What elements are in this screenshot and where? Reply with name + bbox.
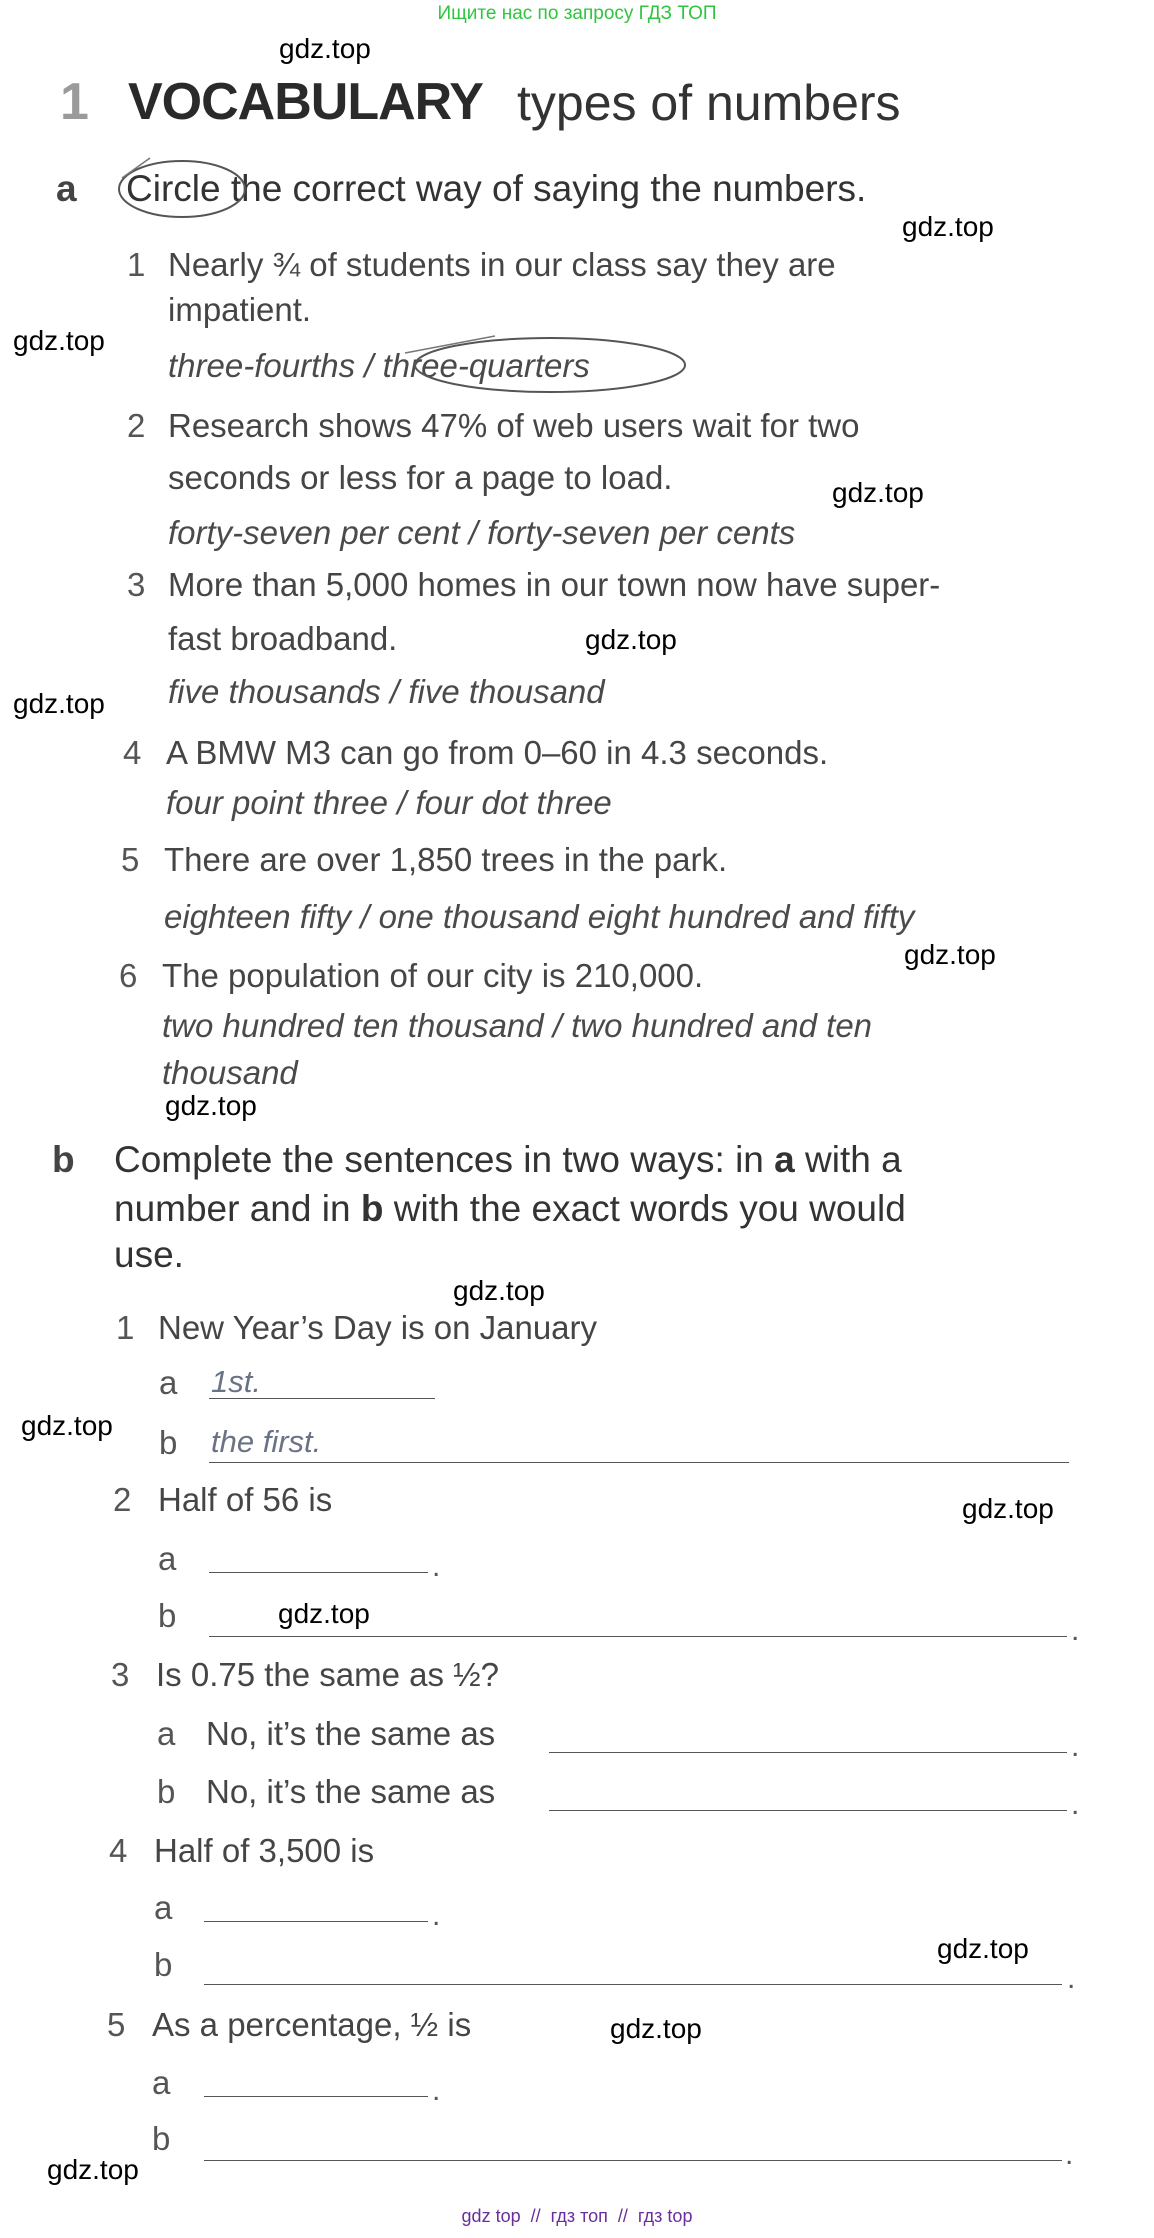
sub-label: b bbox=[158, 1597, 177, 1634]
period: . bbox=[1071, 1730, 1080, 1763]
period: . bbox=[432, 2074, 441, 2107]
period: . bbox=[432, 1899, 441, 1932]
period: . bbox=[1071, 1614, 1080, 1647]
item-number: 2 bbox=[113, 1481, 132, 1518]
item-number: 1 bbox=[127, 246, 146, 283]
option[interactable]: three-fourths / bbox=[168, 347, 374, 384]
watermark: gdz.top bbox=[610, 2013, 702, 2044]
instruction-text: number and in bbox=[114, 1188, 361, 1229]
answer-field[interactable] bbox=[204, 2096, 428, 2097]
answer-field[interactable] bbox=[204, 1984, 1062, 1985]
period: . bbox=[1067, 1962, 1076, 1995]
item-text: More than 5,000 homes in our town now have super- bbox=[168, 566, 941, 603]
watermark: gdz.top bbox=[279, 33, 371, 64]
item-text: New Year’s Day is on January bbox=[158, 1309, 598, 1346]
answer-field[interactable] bbox=[549, 1752, 1067, 1753]
answer-line bbox=[209, 1398, 435, 1399]
item-options[interactable]: five thousands / five thousand bbox=[168, 673, 605, 710]
item-text: There are over 1,850 trees in the park. bbox=[164, 841, 728, 878]
watermark: gdz.top bbox=[278, 1598, 370, 1629]
page-title: VOCABULARY bbox=[128, 73, 483, 131]
item-text: The population of our city is 210,000. bbox=[162, 957, 704, 994]
item-text: impatient. bbox=[168, 291, 312, 328]
answer-field[interactable] bbox=[204, 1921, 428, 1922]
watermark: gdz.top bbox=[165, 1090, 257, 1121]
period: . bbox=[1065, 2138, 1074, 2171]
section-instruction bbox=[114, 1190, 906, 1227]
section-instruction bbox=[114, 1141, 902, 1178]
period: . bbox=[1071, 1788, 1080, 1821]
sub-label: a bbox=[154, 1889, 173, 1926]
sub-label: a bbox=[152, 2064, 171, 2101]
watermark: gdz.top bbox=[937, 1933, 1029, 1964]
sub-label: b bbox=[154, 1946, 173, 1983]
answer-line bbox=[209, 1462, 1069, 1463]
answer-field[interactable] bbox=[209, 1572, 428, 1573]
footer-links[interactable]: gdz top // гдз топ // гдз top bbox=[461, 2206, 693, 2226]
instruction-text: Complete the sentences in two ways: in bbox=[114, 1139, 775, 1180]
item-number: 1 bbox=[116, 1309, 135, 1346]
sub-label: a bbox=[159, 1364, 178, 1401]
section-instruction: use. bbox=[114, 1234, 184, 1275]
section-letter: a bbox=[56, 168, 77, 209]
item-options[interactable]: four point three / four dot three bbox=[166, 784, 612, 821]
watermark: gdz.top bbox=[453, 1275, 545, 1306]
instruction-bold: a bbox=[774, 1139, 795, 1180]
watermark: gdz.top bbox=[13, 325, 105, 356]
sub-text: No, it’s the same as bbox=[206, 1773, 496, 1810]
watermark: gdz.top bbox=[902, 211, 994, 242]
search-banner[interactable]: Ищите нас по запросу ГДЗ ТОП bbox=[437, 3, 717, 24]
answer-field[interactable] bbox=[209, 1636, 1067, 1637]
watermark: gdz.top bbox=[962, 1493, 1054, 1524]
page-subtitle: types of numbers bbox=[517, 75, 901, 131]
sub-label: b bbox=[152, 2120, 171, 2157]
item-number: 4 bbox=[123, 734, 142, 771]
instruction-text: the correct way of saying the numbers. bbox=[230, 168, 867, 209]
section-instruction bbox=[126, 170, 866, 207]
circled-word: Circle bbox=[126, 168, 221, 209]
item-options[interactable]: eighteen fifty / one thousand eight hundred and fifty bbox=[164, 898, 915, 935]
sub-label: b bbox=[159, 1424, 178, 1461]
period: . bbox=[432, 1550, 441, 1583]
item-text: As a percentage, ½ is bbox=[152, 2006, 472, 2043]
item-text: Is 0.75 the same as ½? bbox=[156, 1656, 500, 1693]
answer-field[interactable] bbox=[204, 2160, 1062, 2161]
item-options[interactable]: two hundred ten thousand / two hundred and ten bbox=[162, 1007, 873, 1044]
item-number: 5 bbox=[107, 2006, 126, 2043]
item-number: 3 bbox=[111, 1656, 130, 1693]
item-options[interactable]: thousand bbox=[162, 1054, 298, 1091]
watermark: gdz.top bbox=[904, 939, 996, 970]
item-number: 5 bbox=[121, 841, 140, 878]
instruction-text: with the exact words you would bbox=[383, 1188, 906, 1229]
item-text: Research shows 47% of web users wait for two bbox=[168, 407, 860, 444]
item-text: Nearly ¾ of students in our class say they are bbox=[168, 246, 836, 283]
sub-label: a bbox=[158, 1540, 177, 1577]
item-text: fast broadband. bbox=[168, 620, 398, 657]
answer-field[interactable]: 1st. bbox=[211, 1364, 261, 1399]
watermark: gdz.top bbox=[47, 2154, 139, 2185]
item-number: 2 bbox=[127, 407, 146, 444]
item-number: 6 bbox=[119, 957, 138, 994]
item-options[interactable]: forty-seven per cent / forty-seven per cents bbox=[168, 514, 796, 551]
instruction-text: with a bbox=[794, 1139, 902, 1180]
sub-label: a bbox=[157, 1715, 176, 1752]
instruction-bold: b bbox=[360, 1188, 384, 1229]
item-options bbox=[168, 349, 590, 382]
item-number: 4 bbox=[109, 1832, 128, 1869]
item-text: Half of 3,500 is bbox=[154, 1832, 375, 1869]
answer-field[interactable] bbox=[549, 1810, 1067, 1811]
item-text: Half of 56 is bbox=[158, 1481, 333, 1518]
option-circled[interactable]: three-quarters bbox=[382, 347, 590, 384]
watermark: gdz.top bbox=[13, 688, 105, 719]
watermark: gdz.top bbox=[832, 477, 924, 508]
exercise-number: 1 bbox=[60, 73, 89, 131]
item-text: A BMW M3 can go from 0–60 in 4.3 seconds. bbox=[166, 734, 829, 771]
sub-label: b bbox=[157, 1773, 176, 1810]
sub-text: No, it’s the same as bbox=[206, 1715, 496, 1752]
watermark: gdz.top bbox=[585, 624, 677, 655]
answer-field[interactable]: the first. bbox=[211, 1424, 322, 1459]
watermark: gdz.top bbox=[21, 1410, 113, 1441]
section-letter: b bbox=[52, 1139, 75, 1180]
item-text: seconds or less for a page to load. bbox=[168, 459, 673, 496]
item-number: 3 bbox=[127, 566, 146, 603]
